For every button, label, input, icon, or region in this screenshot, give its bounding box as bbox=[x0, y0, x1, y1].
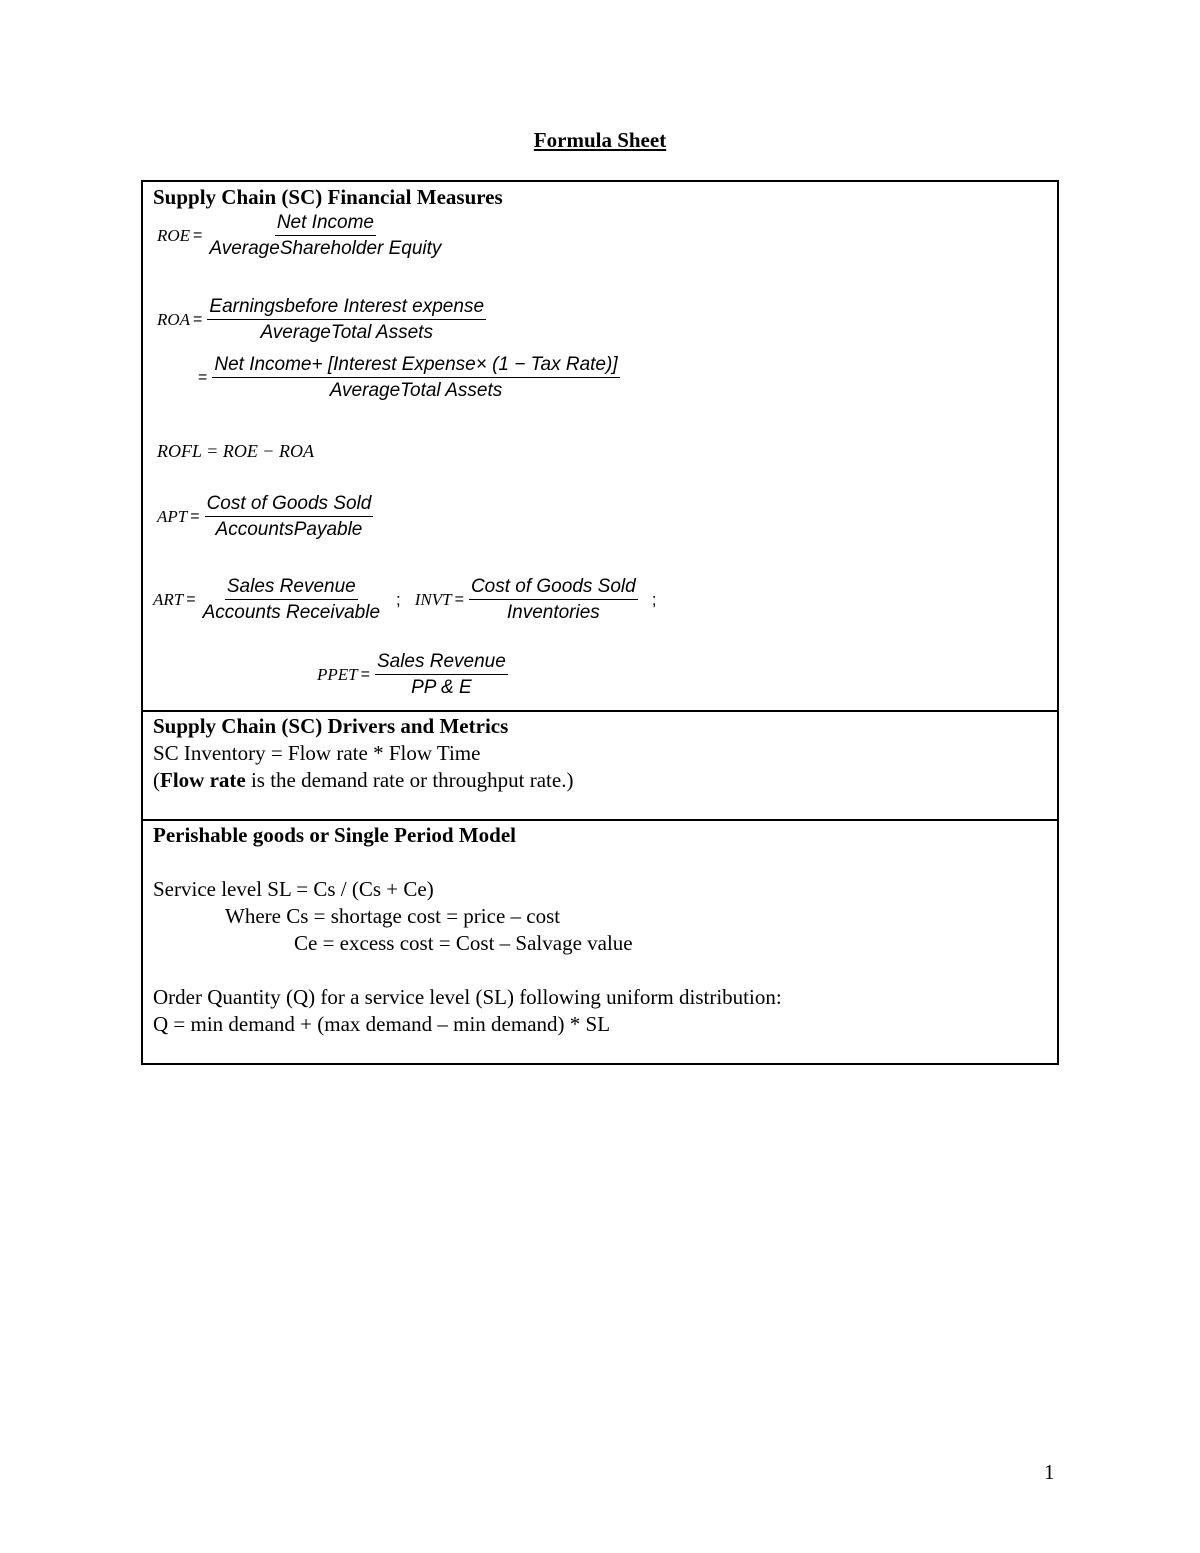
apt-lhs: APT bbox=[157, 506, 188, 526]
invt-numerator: Cost of Goods Sold bbox=[469, 574, 638, 600]
art-separator: ; bbox=[396, 589, 401, 609]
roe-fraction bbox=[207, 210, 443, 261]
invt-fraction bbox=[469, 574, 638, 625]
order-quantity-formula: Q = min demand + (max demand – min demand) * SL bbox=[153, 1012, 611, 1036]
service-level-formula: Service level SL = Cs / (Cs + Ce) bbox=[153, 877, 434, 901]
apt-fraction bbox=[205, 491, 374, 542]
roa-expanded-equals: = bbox=[198, 368, 208, 386]
roa-fraction bbox=[207, 294, 486, 345]
ppet-denominator: PP & E bbox=[411, 677, 472, 698]
shortage-cost-definition: Where Cs = shortage cost = price – cost bbox=[225, 904, 561, 928]
art-fraction bbox=[201, 574, 382, 625]
invt-lhs: INVT bbox=[414, 589, 452, 609]
roa-denominator: AverageTotal Assets bbox=[260, 322, 433, 343]
order-quantity-description: Order Quantity (Q) for a service level (SL) following uniform distribution: bbox=[153, 985, 782, 1009]
roa-expanded-numerator: Net Income+ [Interest Expense× (1 − Tax Rate)] bbox=[212, 352, 619, 378]
invt-separator: ; bbox=[651, 589, 657, 609]
apt-numerator: Cost of Goods Sold bbox=[205, 491, 374, 517]
page-title: Formula Sheet bbox=[533, 128, 667, 152]
flow-rate-note-rest: is the demand rate or throughput rate.) bbox=[245, 768, 574, 792]
drivers-metrics-heading: Supply Chain (SC) Drivers and Metrics bbox=[153, 714, 509, 738]
roa-expanded-formula bbox=[195, 352, 620, 403]
roa-numerator: Earningsbefore Interest expense bbox=[207, 294, 486, 320]
roe-equals: = bbox=[193, 226, 203, 244]
flow-rate-term: Flow rate bbox=[160, 768, 246, 792]
flow-rate-note bbox=[153, 768, 573, 793]
ppet-equals: = bbox=[360, 665, 370, 683]
apt-equals: = bbox=[190, 507, 200, 525]
ppet-fraction bbox=[375, 649, 508, 700]
ppet-numerator: Sales Revenue bbox=[375, 649, 508, 675]
sc-inventory-formula: SC Inventory = Flow rate * Flow Time bbox=[153, 741, 481, 765]
drivers-metrics-box bbox=[141, 710, 1059, 821]
art-invt-formulas bbox=[153, 574, 670, 625]
rofl-formula: ROFL = ROE − ROA bbox=[157, 441, 314, 461]
invt-equals: = bbox=[454, 590, 464, 608]
roe-formula bbox=[157, 210, 443, 261]
excess-cost-definition: Ce = excess cost = Cost – Salvage value bbox=[294, 931, 633, 955]
roe-numerator: Net Income bbox=[275, 210, 376, 236]
page-number: 1 bbox=[1044, 1460, 1055, 1484]
art-denominator: Accounts Receivable bbox=[202, 602, 381, 623]
art-numerator: Sales Revenue bbox=[225, 574, 358, 600]
apt-formula bbox=[157, 491, 373, 542]
roa-expanded-denominator: AverageTotal Assets bbox=[329, 380, 503, 401]
art-lhs: ART bbox=[153, 589, 184, 609]
roa-equals: = bbox=[193, 310, 203, 328]
roa-formula bbox=[157, 294, 486, 345]
invt-denominator: Inventories bbox=[506, 602, 600, 623]
ppet-formula bbox=[317, 649, 508, 700]
apt-denominator: AccountsPayable bbox=[215, 519, 363, 540]
flow-rate-note-open: ( bbox=[153, 768, 160, 792]
ppet-lhs: PPET bbox=[317, 664, 358, 684]
art-equals: = bbox=[186, 590, 196, 608]
roa-lhs: ROA bbox=[157, 309, 191, 329]
roe-denominator: AverageShareholder Equity bbox=[209, 238, 442, 259]
financial-measures-box bbox=[141, 180, 1059, 712]
roe-lhs: ROE bbox=[157, 225, 191, 245]
financial-measures-heading: Supply Chain (SC) Financial Measures bbox=[153, 185, 503, 209]
single-period-heading: Perishable goods or Single Period Model bbox=[153, 823, 517, 847]
single-period-box bbox=[141, 819, 1059, 1065]
roa-expanded-fraction bbox=[212, 352, 619, 403]
